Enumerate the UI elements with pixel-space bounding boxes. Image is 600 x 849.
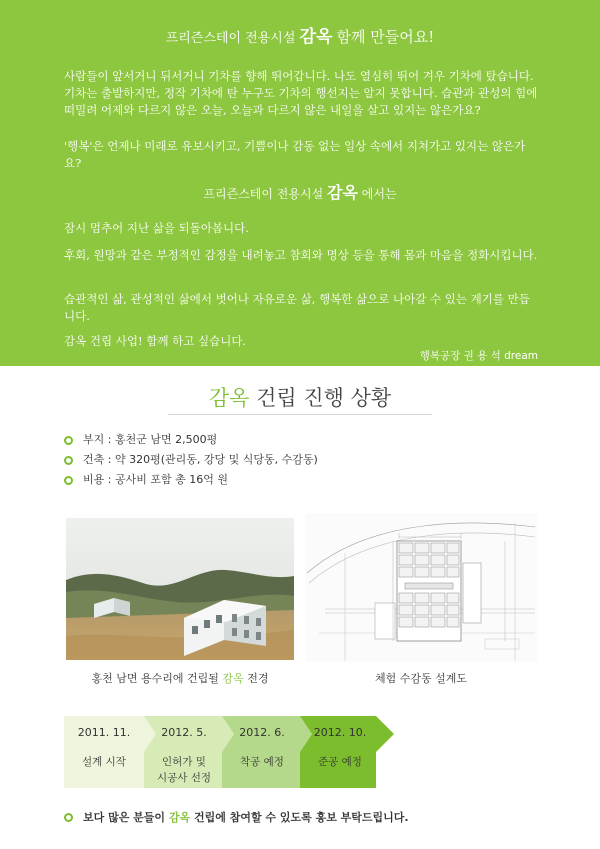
- intro-paragraph-6: 감옥 건립 사업! 함께 하고 싶습니다.: [64, 334, 247, 348]
- intro-section: [0, 0, 600, 366]
- headline-post: 함께 만들어요!: [336, 28, 435, 46]
- fact-item: 비용 : 공사비 포함 총 16억 원: [64, 470, 318, 490]
- circle-bullet-icon: [64, 436, 73, 445]
- circle-bullet-icon: [64, 456, 73, 465]
- intro-paragraph-4: 후회, 원망과 같은 부정적인 감정을 내려놓고 참회와 명상 등을 통해 몸과 마음을 정화시킵니다.: [64, 248, 538, 262]
- intro-paragraph-2: '행복'은 언제나 미래로 유보시키고, 기쁨이나 감동 없는 일상 속에서 지쳐가고 있지는 않은가요?: [64, 139, 526, 170]
- circle-bullet-icon: [64, 476, 73, 485]
- intro-paragraph-3: 잠시 멈추어 지난 삶을 되돌아봅니다.: [64, 221, 249, 235]
- timeline-step: [144, 716, 224, 788]
- circle-bullet-icon: [64, 813, 73, 822]
- timeline-step: [64, 716, 144, 788]
- title-divider: [168, 414, 432, 415]
- building-rendering-image: [66, 518, 294, 660]
- timeline-date: 2012. 10.: [313, 726, 367, 739]
- photo-caption: 홍천 남면 용수리에 건립될 감옥 전경: [91, 672, 269, 685]
- floor-plan-drawing: [305, 513, 537, 662]
- timeline-label: 준공 예정: [318, 756, 362, 768]
- intro-subheadline: [0, 180, 600, 203]
- progress-title-rest: 건립 진행 상황: [256, 386, 392, 410]
- plan-caption: 체험 수감동 설계도: [374, 672, 467, 685]
- facts-list: [64, 430, 318, 490]
- sub-brand: 감옥: [327, 183, 358, 202]
- timeline-date: 2012. 6.: [239, 726, 285, 739]
- fact-item: 건축 : 약 320평(관리동, 강당 및 식당동, 수감동): [64, 450, 318, 470]
- timeline-date: 2012. 5.: [161, 726, 207, 739]
- timeline-label: 착공 예정: [240, 756, 284, 768]
- footer-brand: 감옥: [168, 811, 191, 824]
- timeline-step: [222, 716, 302, 788]
- footer-note: 보다 많은 분들이 감옥 건립에 참여할 수 있도록 홍보 부탁드립니다.: [64, 809, 409, 825]
- fact-item: 부지 : 홍천군 남면 2,500평: [64, 430, 318, 450]
- timeline-step: [300, 716, 380, 788]
- sub-pre: 프리즌스테이 전용시설: [203, 187, 324, 201]
- progress-title: [0, 382, 600, 412]
- timeline-label: 설계 시작: [82, 756, 126, 768]
- intro-headline: [0, 22, 600, 47]
- intro-paragraph-1: 사람들이 앞서거니 뒤서거니 기차를 향해 뛰어갑니다. 나도 열심히 뛰어 겨우 기차에 탔습니다. 기차는 출발하지만, 정작 기차에 탄 누구도 기차의 행선지는 알지 못합니다. 습관과 관성의 힘에 떠밀려 어제와 다르지 않은 오늘, 오늘과 다르지 않은 내일을 살고 있지는 않은가요?: [64, 69, 538, 117]
- timeline-date: 2011. 11.: [77, 726, 131, 739]
- progress-title-brand: 감옥: [208, 386, 250, 410]
- headline-pre: 프리즌스테이 전용시설: [165, 31, 296, 46]
- photo-caption-brand: 감옥: [222, 672, 244, 685]
- signature: 행복공장 권 용 석 dream: [419, 350, 538, 362]
- timeline-label: 인허가 및 시공사 선정: [156, 756, 212, 784]
- intro-paragraph-5: 습관적인 삶, 관성적인 삶에서 벗어나 자유로운 삶, 행복한 삶으로 나아갈 수 있는 계기를 만듭니다.: [64, 292, 530, 323]
- headline-brand: 감옥: [299, 27, 333, 47]
- sub-post: 에서는: [361, 187, 397, 201]
- construction-timeline: [64, 716, 394, 788]
